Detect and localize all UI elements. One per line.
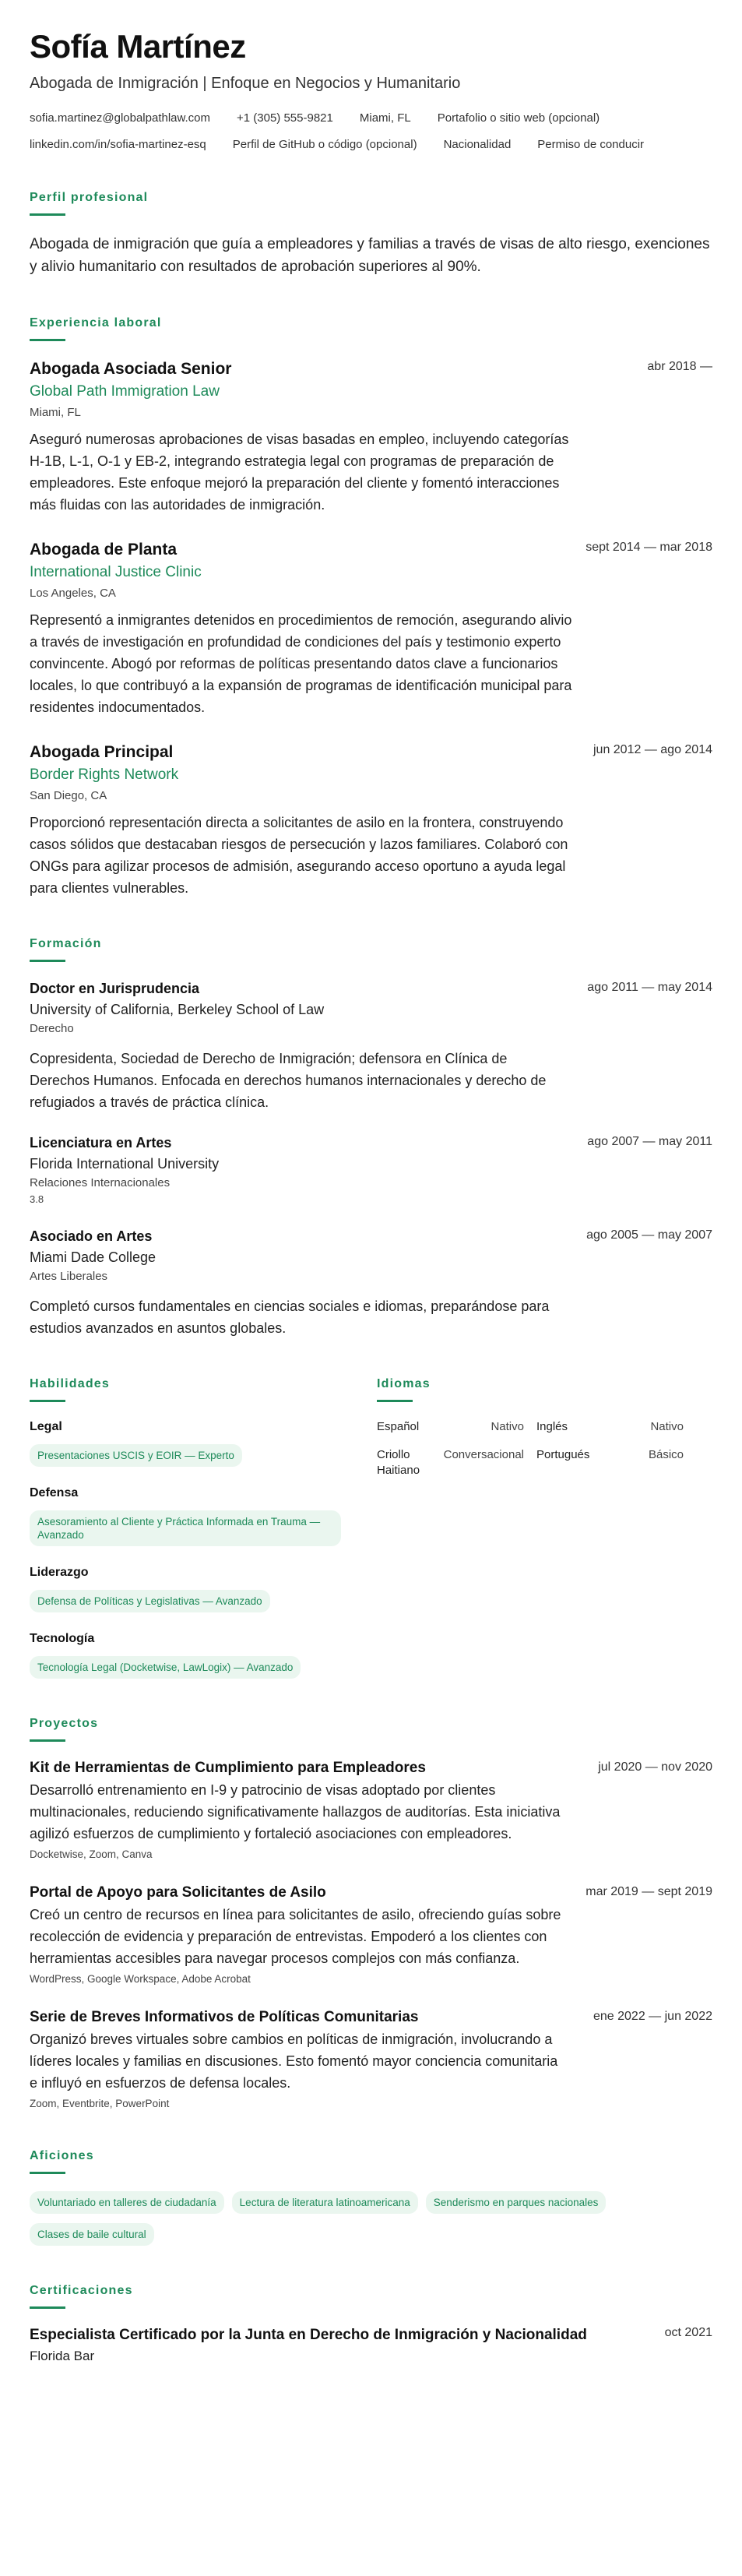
section-title-education: Formación bbox=[30, 937, 102, 950]
job-company: Border Rights Network bbox=[30, 766, 179, 783]
project-title: Portal de Apoyo para Solicitantes de Asilo bbox=[30, 1884, 326, 1901]
skill-category: Defensa bbox=[30, 1486, 79, 1499]
section-title-languages: Idiomas bbox=[377, 1377, 431, 1390]
job-company: International Justice Clinic bbox=[30, 564, 202, 580]
project-description: Creó un centro de recursos en línea para solicitantes de asilo, ofreciendo guías sobre recolección de evidencia y preparación de entrevistas. Empoderó a los clientes con herramientas accesibles para navegar procesos complejos con más confianza. bbox=[30, 1907, 561, 1966]
candidate-name: Sofía Martínez bbox=[30, 28, 246, 65]
project-tools: Docketwise, Zoom, Canva bbox=[30, 1848, 153, 1860]
job-date: jun 2012 — ago 2014 bbox=[593, 743, 712, 756]
job-entry bbox=[30, 358, 712, 516]
project-title: Serie de Breves Informativos de Políticas Comunitarias bbox=[30, 2009, 419, 2025]
education-description: Completó cursos fundamentales en ciencias sociales e idiomas, preparándose para estudios avanzados en asuntos globales. bbox=[30, 1299, 550, 1336]
experience-section bbox=[30, 315, 712, 899]
certification-date: oct 2021 bbox=[664, 2326, 712, 2339]
project-entry bbox=[30, 1759, 712, 1862]
project-date: ene 2022 — jun 2022 bbox=[593, 2010, 712, 2023]
hobby-chip: Lectura de literatura latinoamericana bbox=[232, 2191, 418, 2214]
job-description: Proporcionó representación directa a solicitantes de asilo en la frontera, construyendo casos sólidos que destacaban riesgos de persecución y lazos familiares. Colaboró con ONGs para agilizar procesos de admisión, asegurando acceso oportuno a ayuda legal para clientes vulnerables. bbox=[30, 815, 568, 896]
section-title-projects: Proyectos bbox=[30, 1717, 99, 1730]
education-entry bbox=[30, 1133, 712, 1207]
section-divider bbox=[30, 213, 65, 216]
skill-group bbox=[30, 1631, 377, 1679]
skill-category: Liderazgo bbox=[30, 1566, 89, 1579]
skill-chip: Presentaciones USCIS y EOIR — Experto bbox=[30, 1444, 242, 1467]
hobby-chip: Clases de baile cultural bbox=[30, 2223, 154, 2246]
education-entry bbox=[30, 979, 712, 1113]
language-item bbox=[377, 1447, 536, 1478]
section-title-skills: Habilidades bbox=[30, 1377, 111, 1390]
section-divider bbox=[30, 960, 65, 962]
job-title: Abogada Principal bbox=[30, 743, 174, 761]
projects-section bbox=[30, 1716, 712, 2111]
education-field: Derecho bbox=[30, 1022, 74, 1035]
skill-group bbox=[30, 1419, 377, 1467]
section-title-profile: Perfil profesional bbox=[30, 191, 149, 204]
language-level: Básico bbox=[648, 1448, 684, 1461]
education-school: Florida International University bbox=[30, 1156, 220, 1172]
language-level: Conversacional bbox=[443, 1448, 524, 1461]
education-degree: Licenciatura en Artes bbox=[30, 1135, 172, 1151]
section-title-hobbies: Aficiones bbox=[30, 2149, 94, 2162]
certification-issuer: Florida Bar bbox=[30, 2349, 95, 2363]
certifications-section bbox=[30, 2283, 712, 2365]
skills-section bbox=[30, 1376, 377, 1679]
education-date: ago 2005 — may 2007 bbox=[586, 1228, 712, 1242]
language-level: Nativo bbox=[650, 1420, 684, 1433]
job-location: San Diego, CA bbox=[30, 789, 107, 802]
project-date: jul 2020 — nov 2020 bbox=[598, 1760, 712, 1774]
education-field: Artes Liberales bbox=[30, 1270, 108, 1283]
hobby-chip: Voluntariado en talleres de ciudadanía bbox=[30, 2191, 224, 2214]
skill-group bbox=[30, 1565, 377, 1612]
section-title-certifications: Certificaciones bbox=[30, 2284, 133, 2297]
section-title-experience: Experiencia laboral bbox=[30, 316, 162, 329]
contact-nationality: Nacionalidad bbox=[443, 138, 512, 151]
section-divider bbox=[30, 1400, 65, 1402]
language-item bbox=[536, 1447, 696, 1478]
education-section bbox=[30, 936, 712, 1339]
job-entry bbox=[30, 539, 712, 718]
project-tools: WordPress, Google Workspace, Adobe Acrobat bbox=[30, 1973, 251, 1985]
skill-group bbox=[30, 1485, 377, 1546]
education-school: University of California, Berkeley School of Law bbox=[30, 1002, 325, 1017]
language-name: Criollo Haitiano bbox=[377, 1448, 420, 1477]
job-entry bbox=[30, 742, 712, 899]
job-date: abr 2018 — bbox=[647, 360, 712, 373]
project-date: mar 2019 — sept 2019 bbox=[586, 1885, 712, 1898]
skill-chip: Defensa de Políticas y Legislativas — Avanzado bbox=[30, 1590, 270, 1612]
skill-category: Tecnología bbox=[30, 1632, 95, 1645]
language-item bbox=[536, 1419, 696, 1435]
section-divider bbox=[30, 339, 65, 341]
skill-chip: Tecnología Legal (Docketwise, LawLogix) — Avanzado bbox=[30, 1656, 301, 1679]
language-name: Inglés bbox=[536, 1420, 568, 1433]
contact-location: Miami, FL bbox=[359, 111, 411, 125]
language-name: Español bbox=[377, 1420, 420, 1433]
contact-license: Permiso de conducir bbox=[537, 138, 645, 151]
section-divider bbox=[377, 1400, 413, 1402]
education-degree: Doctor en Jurisprudencia bbox=[30, 981, 200, 996]
job-location: Miami, FL bbox=[30, 406, 81, 419]
headline: Abogada de Inmigración | Enfoque en Negocios y Humanitario bbox=[30, 75, 461, 92]
project-entry bbox=[30, 2008, 712, 2111]
project-description: Organizó breves virtuales sobre cambios en políticas de inmigración, involucrando a líderes locales y familias en discusiones. Esto fomentó mayor conciencia comunitaria e influyó en esfuerzos de defensa locales. bbox=[30, 2032, 558, 2091]
contact-email[interactable]: sofia.martinez@globalpathlaw.com bbox=[30, 111, 211, 125]
job-description: Aseguró numerosas aprobaciones de visas basadas en empleo, incluyendo categorías H-1B, L-1, O-1 y EB-2, integrando estrategia legal con programas de preparación de empleadores. Este enfoque mejoró la preparación del cliente y fomentó interacciones más fluidas con las autoridades de inmigración. bbox=[30, 432, 569, 513]
project-title: Kit de Herramientas de Cumplimiento para Empleadores bbox=[30, 1760, 426, 1776]
education-date: ago 2007 — may 2011 bbox=[587, 1135, 712, 1148]
skills-languages-row bbox=[30, 1376, 712, 1679]
language-item bbox=[377, 1419, 536, 1435]
project-entry bbox=[30, 1884, 712, 1986]
section-divider bbox=[30, 1739, 65, 1742]
certification-title: Especialista Certificado por la Junta en Derecho de Inmigración y Nacionalidad bbox=[30, 2327, 587, 2343]
languages-section bbox=[377, 1376, 696, 1679]
skill-category: Legal bbox=[30, 1420, 62, 1433]
language-level: Nativo bbox=[491, 1420, 524, 1433]
profile-summary: Abogada de inmigración que guía a empleadores y familias a través de visas de alto riesgo, exenciones y alivio humanitario con resultados de aprobación superiores al 90%. bbox=[30, 236, 710, 275]
education-school: Miami Dade College bbox=[30, 1249, 156, 1265]
contact-portfolio[interactable]: Portafolio o sitio web (opcional) bbox=[437, 111, 600, 125]
education-degree: Asociado en Artes bbox=[30, 1228, 153, 1244]
skill-chip: Asesoramiento al Cliente y Práctica Informada en Trauma — Avanzado bbox=[30, 1510, 341, 1546]
education-date: ago 2011 — may 2014 bbox=[587, 981, 712, 994]
project-tools: Zoom, Eventbrite, PowerPoint bbox=[30, 2098, 170, 2109]
contact-phone[interactable]: +1 (305) 555-9821 bbox=[237, 111, 333, 125]
job-description: Representó a inmigrantes detenidos en procedimientos de remoción, asegurando alivio a través de investigación en profundidad de condiciones del país y testimonio experto convincente. Abogó por reformas de políticas presentando datos clave a funcionarios locales, lo que contribuyó a la expansión de programas de identificación municipal para residentes indocumentados. bbox=[30, 612, 572, 715]
project-description: Desarrolló entrenamiento en I-9 y patrocinio de visas adoptado por clientes multinacionales, reduciendo significativamente hallazgos de auditorías. Esta iniciativa agilizó esfuerzos de cumplimiento y fortaleció asociaciones con empleadores. bbox=[30, 1782, 561, 1841]
certification-entry bbox=[30, 2326, 712, 2365]
section-divider bbox=[30, 2306, 65, 2309]
job-date: sept 2014 — mar 2018 bbox=[586, 541, 712, 554]
education-gpa: 3.8 bbox=[30, 1193, 44, 1205]
profile-section bbox=[30, 190, 712, 278]
education-field: Relaciones Internacionales bbox=[30, 1176, 171, 1189]
contact-info bbox=[30, 111, 712, 153]
job-company: Global Path Immigration Law bbox=[30, 383, 220, 400]
education-description: Copresidenta, Sociedad de Derecho de Inmigración; defensora en Clínica de Derechos Humanos. Enfocada en derechos humanos internacionales y derecho de refugiados a través de práctica clínica. bbox=[30, 1051, 547, 1110]
job-title: Abogada Asociada Senior bbox=[30, 360, 232, 378]
job-location: Los Angeles, CA bbox=[30, 587, 116, 600]
contact-github[interactable]: Perfil de GitHub o código (opcional) bbox=[232, 138, 417, 151]
education-entry bbox=[30, 1227, 712, 1339]
language-name: Portugués bbox=[536, 1448, 590, 1461]
contact-linkedin[interactable]: linkedin.com/in/sofia-martinez-esq bbox=[30, 138, 206, 151]
job-title: Abogada de Planta bbox=[30, 541, 178, 559]
section-divider bbox=[30, 2172, 65, 2174]
hobby-chip: Senderismo en parques nacionales bbox=[426, 2191, 607, 2214]
hobbies-section bbox=[30, 2148, 712, 2246]
